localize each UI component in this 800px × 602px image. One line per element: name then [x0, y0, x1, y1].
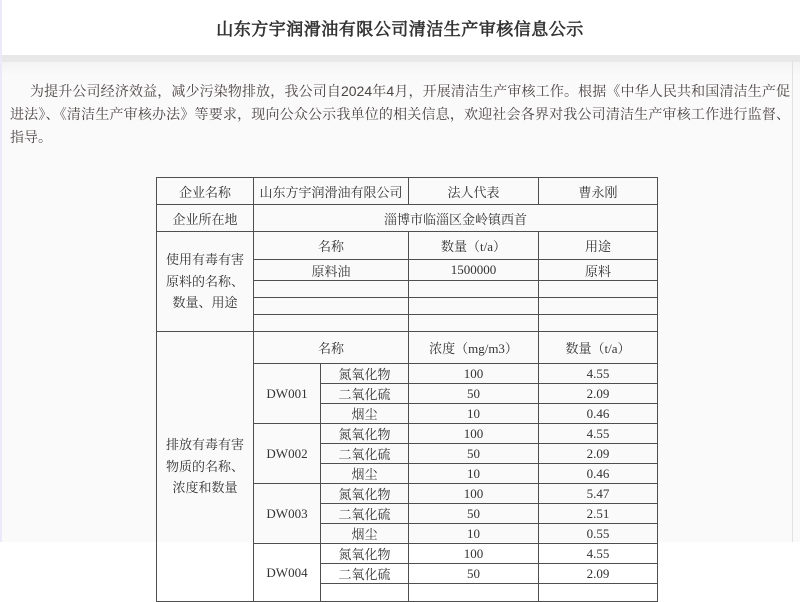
material-name: 原料油 — [254, 260, 409, 281]
materials-section-label: 使用有毒有害原料的名称、数量、用途 — [157, 232, 254, 332]
page-header — [0, 0, 800, 55]
pollutant-name: 氮氧化物 — [321, 424, 409, 444]
table-row — [157, 332, 658, 364]
pollutant-concentration: 50 — [409, 384, 539, 404]
emissions-header-name: 名称 — [254, 332, 409, 364]
pollutant-name: 二氧化硫 — [321, 504, 409, 524]
pollutant-quantity: 0.46 — [539, 464, 658, 484]
pollutant-concentration: 10 — [409, 464, 539, 484]
empty-cell — [409, 315, 539, 332]
pollutant-concentration: 100 — [409, 424, 539, 444]
legal-rep-label: 法人代表 — [409, 178, 539, 205]
header-divider-band — [0, 55, 800, 62]
empty-cell — [254, 298, 409, 315]
page-title: 山东方宇润滑油有限公司清洁生产审核信息公示 — [216, 20, 584, 39]
pollutant-name: 氮氧化物 — [321, 484, 409, 504]
emissions-section-label: 排放有毒有害物质的名称、浓度和数量 — [157, 332, 254, 602]
empty-cell — [254, 315, 409, 332]
pollutant-quantity: 2.09 — [539, 564, 658, 584]
pollutant-quantity: 0.55 — [539, 524, 658, 544]
empty-cell — [409, 584, 539, 602]
empty-cell — [409, 281, 539, 298]
pollutant-name: 二氧化硫 — [321, 384, 409, 404]
pollutant-name: 烟尘 — [321, 524, 409, 544]
table-row — [157, 205, 658, 232]
empty-cell — [539, 315, 658, 332]
pollutant-quantity: 0.46 — [539, 404, 658, 424]
pollutant-concentration: 50 — [409, 564, 539, 584]
main-content — [0, 62, 800, 582]
outlet-code: DW004 — [254, 544, 321, 602]
pollutant-quantity: 4.55 — [539, 364, 658, 384]
outlet-code: DW001 — [254, 364, 321, 424]
pollutant-quantity: 2.51 — [539, 504, 658, 524]
table-row — [157, 178, 658, 205]
pollutant-name: 烟尘 — [321, 404, 409, 424]
material-use: 原料 — [539, 260, 658, 281]
outlet-code: DW002 — [254, 424, 321, 484]
pollutant-quantity: 4.55 — [539, 424, 658, 444]
pollutant-quantity: 4.55 — [539, 544, 658, 564]
company-name-label: 企业名称 — [157, 178, 254, 205]
location-label: 企业所在地 — [157, 205, 254, 232]
pollutant-concentration: 10 — [409, 524, 539, 544]
pollutant-concentration: 100 — [409, 484, 539, 504]
pollutant-concentration: 10 — [409, 404, 539, 424]
materials-header-use: 用途 — [539, 232, 658, 260]
pollutant-concentration: 100 — [409, 544, 539, 564]
emissions-header-concentration: 浓度（mg/m3） — [409, 332, 539, 364]
emissions-header-quantity: 数量（t/a） — [539, 332, 658, 364]
audit-info-table — [156, 177, 658, 602]
outlet-code: DW003 — [254, 484, 321, 544]
pollutant-name: 氮氧化物 — [321, 544, 409, 564]
intro-paragraph: 为提升公司经济效益，减少污染物排放，我公司自2024年4月，开展清洁生产审核工作。根据《中华人民共和国清洁生产促进法》、《清洁生产审核办法》等要求，现向公众公示我单位的相关信息，欢迎社会各界对我公司清洁生产审核工作进行监督、指导。 — [10, 83, 790, 145]
pollutant-quantity: 2.09 — [539, 384, 658, 404]
pollutant-name: 氮氧化物 — [321, 364, 409, 384]
material-quantity: 1500000 — [409, 260, 539, 281]
pollutant-name: 二氧化硫 — [321, 444, 409, 464]
company-name-value: 山东方宇润滑油有限公司 — [254, 178, 409, 205]
empty-cell — [539, 281, 658, 298]
empty-cell — [321, 584, 409, 602]
pollutant-concentration: 50 — [409, 444, 539, 464]
pollutant-quantity: 5.47 — [539, 484, 658, 504]
legal-rep-value: 曹永刚 — [539, 178, 658, 205]
empty-cell — [254, 281, 409, 298]
pollutant-name: 烟尘 — [321, 464, 409, 484]
page-right-edge — [792, 60, 793, 542]
location-value: 淄博市临淄区金岭镇西首 — [254, 205, 658, 232]
pollutant-concentration: 50 — [409, 504, 539, 524]
empty-cell — [539, 298, 658, 315]
pollutant-concentration: 100 — [409, 364, 539, 384]
table-row — [157, 232, 658, 260]
empty-cell — [539, 584, 658, 602]
empty-cell — [409, 298, 539, 315]
pollutant-quantity: 2.09 — [539, 444, 658, 464]
materials-header-quantity: 数量（t/a） — [409, 232, 539, 260]
pollutant-name: 二氧化硫 — [321, 564, 409, 584]
materials-header-name: 名称 — [254, 232, 409, 260]
page-left-edge — [0, 0, 2, 542]
